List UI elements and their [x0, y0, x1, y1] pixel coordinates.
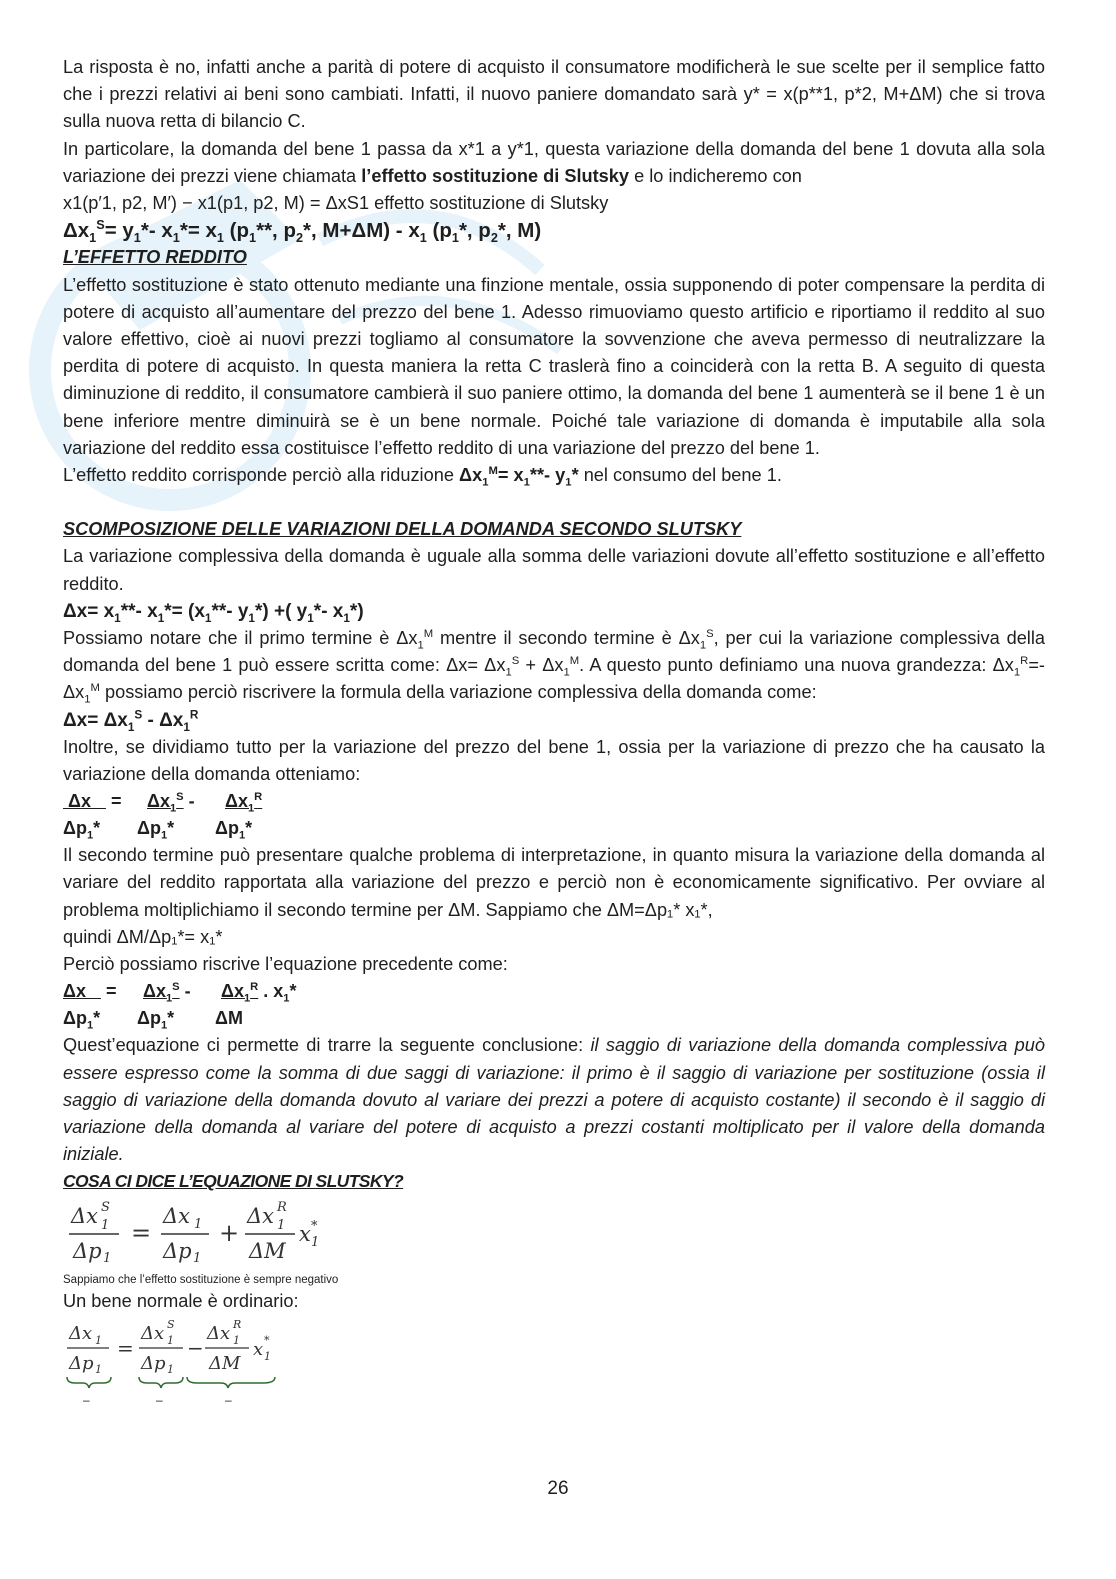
text-run: Possiamo notare che il primo termine è Δx [63, 628, 418, 649]
svg-text:1: 1 [311, 1234, 320, 1250]
paragraph-bene-normale: Un bene normale è ordinario: [63, 1290, 299, 1311]
paragraph-riduzione [63, 462, 1045, 489]
brace-sign-1: – [83, 1392, 90, 1407]
normal-good-equation [63, 1315, 1045, 1407]
svg-text:Δp: Δp [141, 1352, 166, 1374]
paragraph-conclusione [63, 1032, 1045, 1168]
svg-text:1: 1 [103, 1250, 112, 1266]
paragraph-secondo-termine: Il secondo termine può presentare qualche problema di interpretazione, in quanto misura la variazione della domanda al variare del reddito rapportata alla variazione del prezzo e perciò non è economicamente significativo. Per ovviare al problema moltiplichiamo il secondo termine per ΔM. Sappiamo che ΔM=Δp₁* x₁*, [63, 845, 1045, 920]
svg-text:Δp: Δp [163, 1238, 192, 1263]
text-run: , per cui la variazione complessiva della domanda del bene 1 può essere scritta come: Δx= Δx [63, 628, 1046, 676]
text-run: + Δx [519, 655, 564, 676]
svg-text:Δx: Δx [71, 1203, 99, 1228]
svg-text:R: R [277, 1199, 287, 1215]
svg-text:1: 1 [167, 1333, 174, 1347]
paragraph-domanda [63, 136, 1045, 190]
slutsky-equation [63, 1196, 1045, 1266]
svg-text:+: + [219, 1218, 240, 1247]
svg-text:ΔM: ΔM [249, 1238, 286, 1263]
paragraph-quindi: quindi ΔM/Δp₁*= x₁* [63, 926, 223, 947]
normal-good-graphic [63, 1315, 363, 1407]
svg-text:S: S [101, 1199, 110, 1215]
fraction-formula-2: Δx = $\Delta x_1^S$ - $\Delta x_1^R$ . $x_1*$ $\Delta p_1*$ $\Delta p_1*$ ΔM [63, 981, 297, 1032]
svg-text:1: 1 [194, 1216, 203, 1232]
paragraph-variazione-complessiva: La variazione complessiva della domanda è uguale alla somma delle variazioni dovute all’effetto sostituzione e all’effetto reddito. [63, 546, 1045, 594]
text-run: In particolare, la domanda del bene 1 passa da x*1 a y*1, questa variazione della domanda del bene 1 dovuta alla sola variazione dei prezzi viene chiamata [63, 138, 1045, 186]
formula-effetto-sostituzione: $\Delta x_1^S= y_1*-$ $x_1*= x_1$ ($p_1**$, $p_2*$, $M+\Delta M) - x_1$ ($p_1*$, $p_2*$, M) [63, 217, 542, 246]
svg-text:x: x [253, 1338, 264, 1360]
svg-text:1: 1 [101, 1217, 110, 1233]
conclusion-italic: il saggio di variazione della domanda complessiva può essere espresso come la somma di due saggi di variazione: il primo è il saggio di variazione per sostituzione (ossia il saggio di variazione della domanda dovuto al variare dei prezzi a potere di acquisto costante) il secondo è il saggio di variazione della domanda al variare del potere di acquisto a prezzi costanti moltiplicato per il valore della domanda iniziale. [63, 1035, 1045, 1165]
text-run: mentre il secondo termine è Δx [433, 628, 700, 649]
slutsky-equation-graphic [63, 1196, 363, 1266]
fraction-formula-1: Δx = $\Delta x_1^S$ - $\Delta x_1^R$ $\Delta p_1*$ $\Delta p_1*$ $\Delta p_1*$ [63, 791, 263, 842]
svg-text:1: 1 [95, 1333, 102, 1347]
svg-text:1: 1 [264, 1349, 271, 1363]
svg-text:1: 1 [167, 1362, 174, 1376]
note-effetto-negativo: Sappiamo che l’effetto sostituzione è sempre negativo [63, 1273, 339, 1286]
svg-text:Δp: Δp [73, 1238, 102, 1263]
svg-text:1: 1 [277, 1217, 286, 1233]
svg-text:Δx: Δx [141, 1322, 165, 1344]
svg-text:*: * [264, 1333, 270, 1347]
svg-text:Δx: Δx [69, 1322, 93, 1344]
formula-inline-reddito: $\Delta x_1^M= x_1**-$ $y_1*$ [459, 464, 579, 489]
text-run: . A questo punto definiamo una nuova grandezza: Δx [579, 655, 1014, 676]
svg-text:1: 1 [193, 1250, 202, 1266]
svg-text:x: x [299, 1221, 311, 1246]
paragraph-primo-termine: Possiamo notare che il primo termine è $\Delta x_1^M$ mentre il secondo termine è $\Delta x_1^S$, per cui la variazione complessiva della domanda del bene 1 può essere scritta come: $\Delta x= \Delta x_1^S + \Delta x_1^M$. A questo punto definiamo una nuova grandezza: $\Delta x_1^R=-$ $\Delta x_1^M$ possiamo perciò riscrivere la formula della variazione complessiva della domanda come: [63, 628, 1046, 707]
svg-text:=: = [117, 1335, 134, 1360]
formula-variazione: $\Delta x= x_1**-$ $x_1*= (x_1**-$ $y_1*$) +( $y_1*-$ $x_1*$) [63, 600, 364, 625]
document-page [63, 54, 1045, 1407]
svg-text:Δp: Δp [69, 1352, 94, 1374]
text-run: L’effetto reddito corrisponde perciò alla riduzione [63, 465, 459, 486]
heading-equazione-slutsky: COSA CI DICE L’EQUAZIONE DI SLUTSKY? [63, 1171, 404, 1192]
svg-text:ΔM: ΔM [209, 1352, 241, 1374]
paragraph-percio: Perciò possiamo riscrive l’equazione precedente come: [63, 954, 508, 975]
svg-text:1: 1 [233, 1333, 240, 1347]
brace-sign-3: – [225, 1392, 232, 1407]
svg-text:−: − [187, 1335, 204, 1360]
paragraph-dividiamo: Inoltre, se dividiamo tutto per la variazione del prezzo del bene 1, ossia per la variazione di prezzo che ha causato la variazione della domanda otteniamo: [63, 736, 1045, 785]
paragraph-risposta: La risposta è no, infatti anche a parità di potere di acquisto il consumatore modificherà le sue scelte per il semplice fatto che i prezzi relativi ai beni sono cambiati. Infatti, il nuovo paniere domandato sarà y* = x(p**1, p*2, M+ΔM) che si trova sulla nuova retta di bilancio C. [63, 57, 1045, 132]
svg-text:Δx: Δx [163, 1203, 191, 1228]
text-run: nel consumo del bene 1. [578, 465, 782, 486]
term-effetto-sostituzione: l’effetto sostituzione di Slutsky [361, 165, 630, 186]
svg-text:*: * [311, 1218, 318, 1234]
svg-text:R: R [233, 1317, 242, 1331]
text-run: e lo indicheremo con [629, 165, 802, 186]
svg-text:=: = [131, 1218, 152, 1247]
heading-effetto-reddito: L’EFFETTO REDDITO [63, 247, 247, 268]
brace-sign-2: – [156, 1392, 163, 1407]
page-number: 26 [547, 1478, 569, 1499]
formula-variazione-sr: $\Delta x= \Delta x_1^S - \Delta x_1^R$ [63, 708, 199, 734]
paragraph-formula-text: x1(p′1, p2, M′) − x1(p1, p2, M) = ΔxS1 effetto sostituzione di Slutsky [63, 193, 609, 214]
svg-text:Δx: Δx [207, 1322, 231, 1344]
svg-text:S: S [167, 1317, 175, 1331]
heading-scomposizione: SCOMPOSIZIONE DELLE VARIAZIONI DELLA DOMANDA SECONDO SLUTSKY [63, 519, 742, 540]
text-run: =- Δx [63, 655, 1045, 703]
text-run: Quest’equazione ci permette di trarre la seguente conclusione: [63, 1035, 591, 1056]
svg-text:Δx: Δx [247, 1203, 275, 1228]
svg-text:1: 1 [95, 1362, 102, 1376]
paragraph-effetto-reddito: L’effetto sostituzione è stato ottenuto mediante una finzione mentale, ossia supponendo di poter compensare la perdita di potere di acquisto all’aumentare del prezzo del bene 1. Adesso rimuoviamo questo artificio e riportiamo il reddito al suo valore effettivo, cioè ai nuovi prezzi togliamo al consumatore la sovvenzione che aveva permesso di neutralizzare la perdita di potere di acquisto. In questa maniera la retta C traslerà fino a coinciderà con la retta B. A seguito di questa diminuzione di reddito, il consumatore cambierà il suo paniere ottimo, la domanda del bene 1 aumenterà se il bene 1 è un bene inferiore mentre diminuirà se è un bene normale. Poiché tale variazione di domanda è imputabile alla sola variazione del reddito essa costituisce l’effetto reddito di una variazione del prezzo del bene 1. [63, 274, 1045, 458]
text-run: possiamo perciò riscrivere la formula della variazione complessiva della domanda come: [99, 682, 817, 703]
